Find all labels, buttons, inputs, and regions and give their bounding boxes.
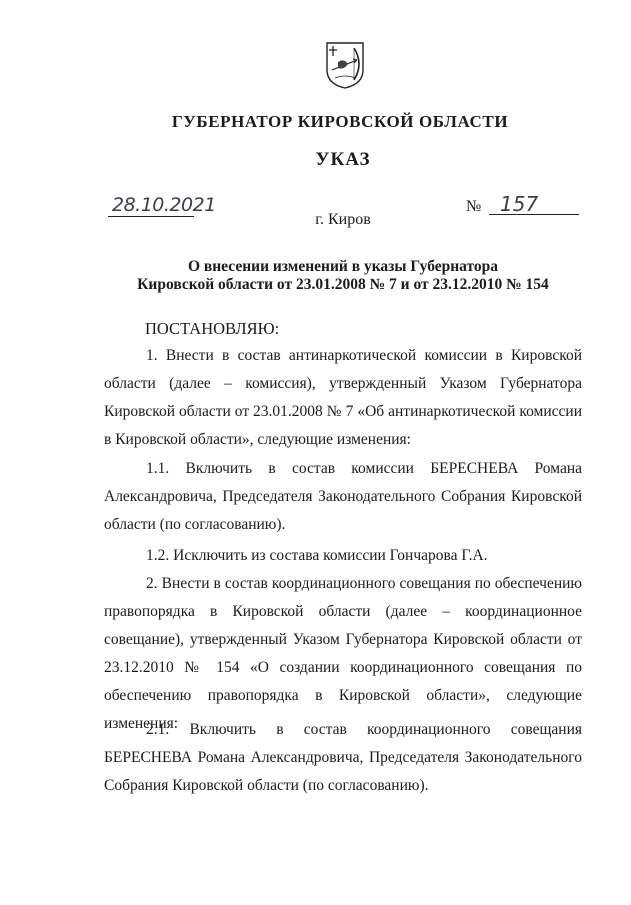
- city: г. Киров: [315, 211, 371, 228]
- paragraph-2-1: 2.1. Включить в состав координационного совещания БЕРЕСНЕВА Романа Александровича, Председателя Законодательного Собрания Кировской области (по согласованию).: [104, 721, 582, 794]
- document-date: 28.10.2021: [112, 194, 216, 216]
- document-number: 157: [500, 192, 539, 216]
- decree-word: ПОСТАНОВЛЯЮ:: [145, 319, 280, 338]
- paragraph-2: 2. Внести в состав координационного совещания по обеспечению правопорядка в Кировской области (далее – координационное совещание), утвержденный Указом Губернатора Кировской области от 23.12.2010 № 154 «О создании координационного совещания по обеспечению правопорядка в Кировской области», следующие изменения:: [104, 575, 582, 732]
- document-subject: [0, 258, 631, 294]
- subject-line-1: О внесении изменений в указы Губернатора: [187, 258, 499, 275]
- authority-title: ГУБЕРНАТОР КИРОВСКОЙ ОБЛАСТИ: [171, 112, 509, 131]
- paragraph-1-2: 1.2. Исключить из состава комиссии Гончарова Г.А.: [146, 547, 488, 564]
- subject-line-2: Кировской области от 23.01.2008 № 7 и от 23.12.2010 № 154: [137, 276, 549, 293]
- number-label: №: [466, 198, 482, 215]
- paragraph-1: 1. Внести в состав антинаркотической комиссии в Кировской области (далее – комиссия), утвержденный Указом Губернатора Кировской области от 23.01.2008 № 7 «Об антинаркотической комиссии в Кировской области», следующие изменения:: [104, 347, 582, 448]
- kirov-oblast-coat-of-arms-icon: [324, 40, 366, 90]
- paragraph-1-1: 1.1. Включить в состав комиссии БЕРЕСНЕВА Романа Александровича, Председателя Законодательного Собрания Кировской области (по согласованию).: [104, 460, 582, 533]
- document-type: УКАЗ: [315, 149, 371, 170]
